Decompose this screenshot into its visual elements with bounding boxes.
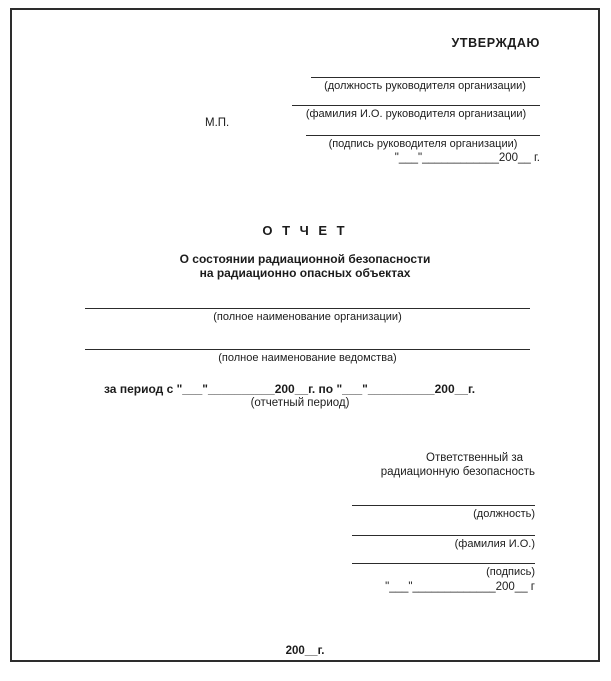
approve-heading: УТВЕРЖДАЮ bbox=[451, 36, 540, 50]
responsible-heading-line1: Ответственный за bbox=[426, 452, 523, 464]
blank-line-responsible-signature bbox=[352, 563, 535, 564]
responsible-position-label: (должность) bbox=[473, 508, 535, 520]
blank-line-approver-position bbox=[311, 77, 540, 78]
approver-position-label: (должность руководителя организации) bbox=[324, 80, 526, 92]
responsible-heading-line2: радиационную безопасность bbox=[380, 466, 535, 478]
report-subtitle-line2: на радиационно опасных объектах bbox=[199, 266, 411, 280]
footer-year-line: 200__г. bbox=[285, 645, 325, 657]
reporting-period-line: за период с "___"__________200__г. по "___"__________200__г. bbox=[104, 382, 476, 396]
responsible-date-line: "___"_____________200__ г bbox=[385, 581, 535, 593]
reporting-period-caption: (отчетный период) bbox=[250, 397, 350, 409]
responsible-name-label: (фамилия И.О.) bbox=[454, 538, 535, 550]
report-subtitle-line1: О состоянии радиационной безопасности bbox=[179, 252, 431, 266]
responsible-signature-label: (подпись) bbox=[486, 566, 535, 578]
approver-name-label: (фамилия И.О. руководителя организации) bbox=[305, 108, 527, 120]
approver-date-line: "___"____________200__ г. bbox=[394, 152, 540, 164]
agency-name-label: (полное наименование ведомства) bbox=[218, 352, 397, 364]
organization-name-label: (полное наименование организации) bbox=[213, 311, 402, 323]
report-title: О Т Ч Е Т bbox=[262, 223, 348, 238]
blank-line-approver-name bbox=[292, 105, 540, 106]
blank-line-approver-signature bbox=[306, 135, 540, 136]
stamp-place-label: М.П. bbox=[205, 117, 230, 129]
approver-signature-label: (подпись руководителя организации) bbox=[328, 138, 518, 150]
blank-line-agency-name bbox=[85, 349, 530, 350]
blank-line-responsible-name bbox=[352, 535, 535, 536]
blank-line-responsible-position bbox=[352, 505, 535, 506]
blank-line-organization-name bbox=[85, 308, 530, 309]
